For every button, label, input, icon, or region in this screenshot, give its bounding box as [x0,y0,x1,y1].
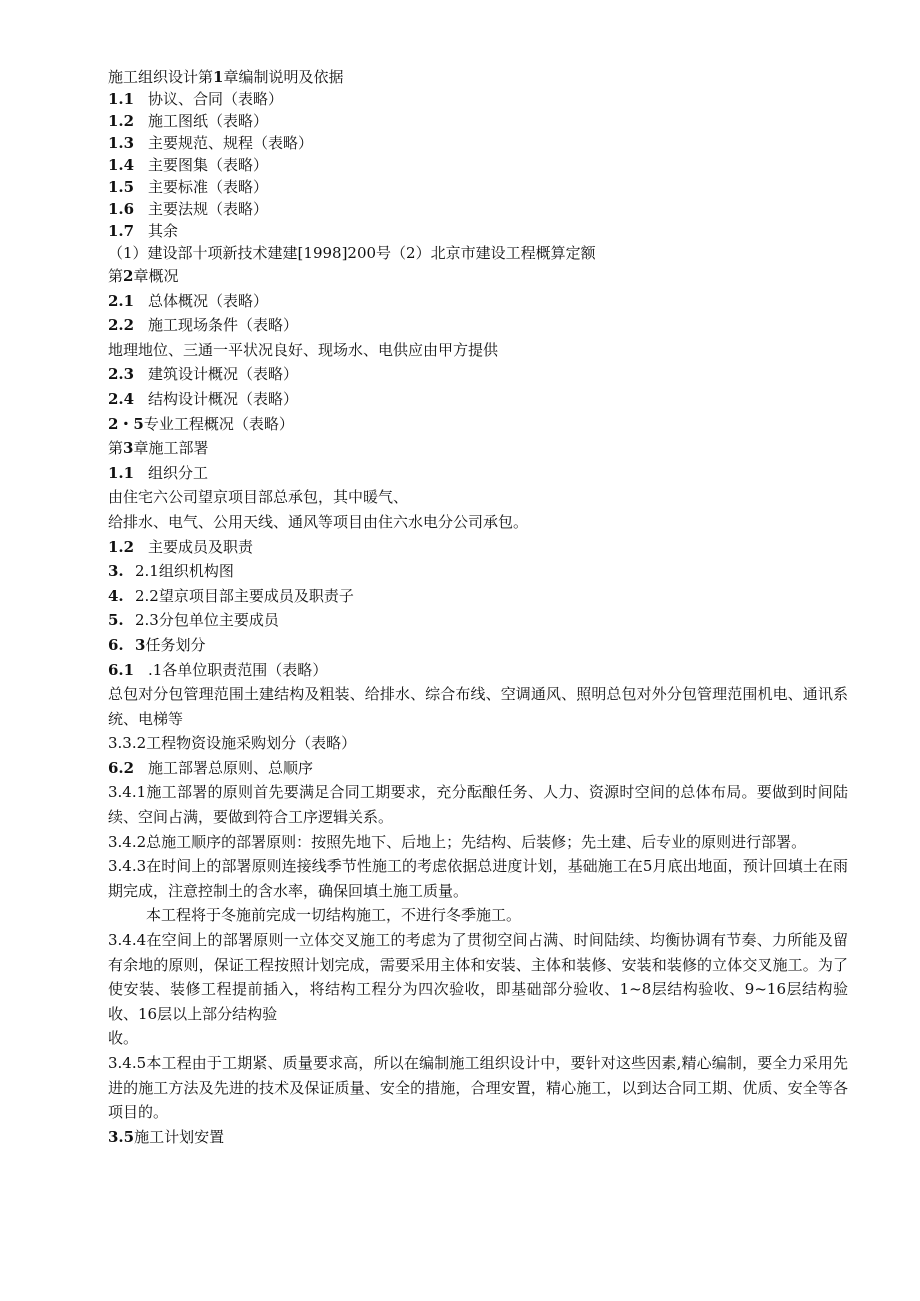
section-3-3-2: 3.3.2工程物资设施采购划分（表略） [108,734,357,753]
para-3-4-1: 3.4.1施工部署的原则首先要满足合同工期要求，充分酝酿任务、人力、资源时空间的总体布局。要做到时间陆续、空间占满，要做到符合工序逻辑关系。 [108,783,848,827]
section-3-5: 3.5施工计划安置 [108,1127,225,1146]
section-2-2: 2.2 施工现场条件（表略） [108,316,299,335]
item-6: 6. 3任务划分 [108,635,206,654]
section-6-2: 6.2 施工部署总原则、总顺序 [108,758,314,777]
para-3-4-4: 3.4.4在空间上的部署原则一立体交叉施工的考虑为了贯彻空间占满、时间陆续、均衡协调有节奏、力所能及留有余地的原则，保证工程按照计划完成，需要采用主体和安装、主体和装修、安装和装修的立体交叉施工。为了使安装、装修工程提前插入，将结构工程分为四次验收，即基础部分验收、1~8层结构验收、9~16层结构验收、16层以上部分结构验 [108,931,848,1023]
para-3-4-3-winter: 本工程将于冬施前完成一切结构施工，不进行冬季施工。 [146,906,522,925]
section-2-4: 2.4 结构设计概况（表略） [108,389,299,408]
document-page [108,66,848,1149]
section-1-6: 1.6 主要法规（表略） [108,200,269,218]
item-3: 3. 2.1组织机构图 [108,562,234,581]
section-1-3: 1.3 主要规范、规程（表略） [108,134,314,152]
section-1-5: 1.5 主要标准（表略） [108,178,269,196]
para-3-4-4-end: 收。 [108,1029,139,1048]
chapter-1-title: 施工组织设计第1章编制说明及依据 [108,68,344,86]
section-1-1: 1.1 协议、合同（表略） [108,90,284,108]
para-3-4-5: 3.4.5本工程由于工期紧、质量要求高，所以在编制施工组织设计中，要针对这些因素,精心编制，要全力采用先进的施工方法及先进的技术及保证质量、安全的措施，合理安置，精心施工，以到达合同工期、优质、安全等各项目的。 [108,1054,848,1122]
item-5: 5. 2.3分包单位主要成员 [108,611,279,630]
section-1-2: 1.2 施工图纸（表略） [108,112,269,130]
section-2-3: 2.3 建筑设计概况（表略） [108,365,299,384]
section-1-7: 1.7 其余 [108,222,179,240]
org-text-line-1: 由住宅六公司望京项目部总承包，其中暖气、 [108,488,409,507]
section-6-1: 6.1 .1各单位职责范围（表略） [108,660,328,679]
chapter-2-title: 第2章概况 [108,267,179,285]
scope-text: 总包对分包管理范围土建结构及粗装、给排水、综合布线、空调通风、照明总包对外分包管理范围机电、通讯系统、电梯等 [108,685,848,728]
org-text-line-2: 给排水、电气、公用天线、通风等项目由住六水电分公司承包。 [108,512,529,531]
section-3-2: 1.2 主要成员及职责 [108,537,254,556]
item-4: 4. 2.2望京项目部主要成员及职责子 [108,586,354,605]
other-basis-items: （1）建设部十项新技术建建[1998]200号（2）北京市建设工程概算定额 [108,244,596,262]
section-1-4: 1.4 主要图集（表略） [108,156,269,174]
section-2-1: 2.1 总体概况（表略） [108,291,269,310]
section-2-5: 2・5专业工程概况（表略） [108,414,294,433]
site-conditions-text: 地理地位、三通一平状况良好、现场水、电供应由甲方提供 [108,340,499,359]
chapter-3-title: 第3章施工部署 [108,439,209,458]
section-3-1: 1.1 组织分工 [108,463,209,482]
para-3-4-2: 3.4.2总施工顺序的部署原则：按照先地下、后地上；先结构、后装修；先土建、后专业的原则进行部署。 [108,832,807,851]
para-3-4-3: 3.4.3在时间上的部署原则连接线季节性施工的考虑依据总进度计划，基础施工在5月底出地面，预计回填土在雨期完成，注意控制土的含水率，确保回填土施工质量。 [108,857,848,900]
